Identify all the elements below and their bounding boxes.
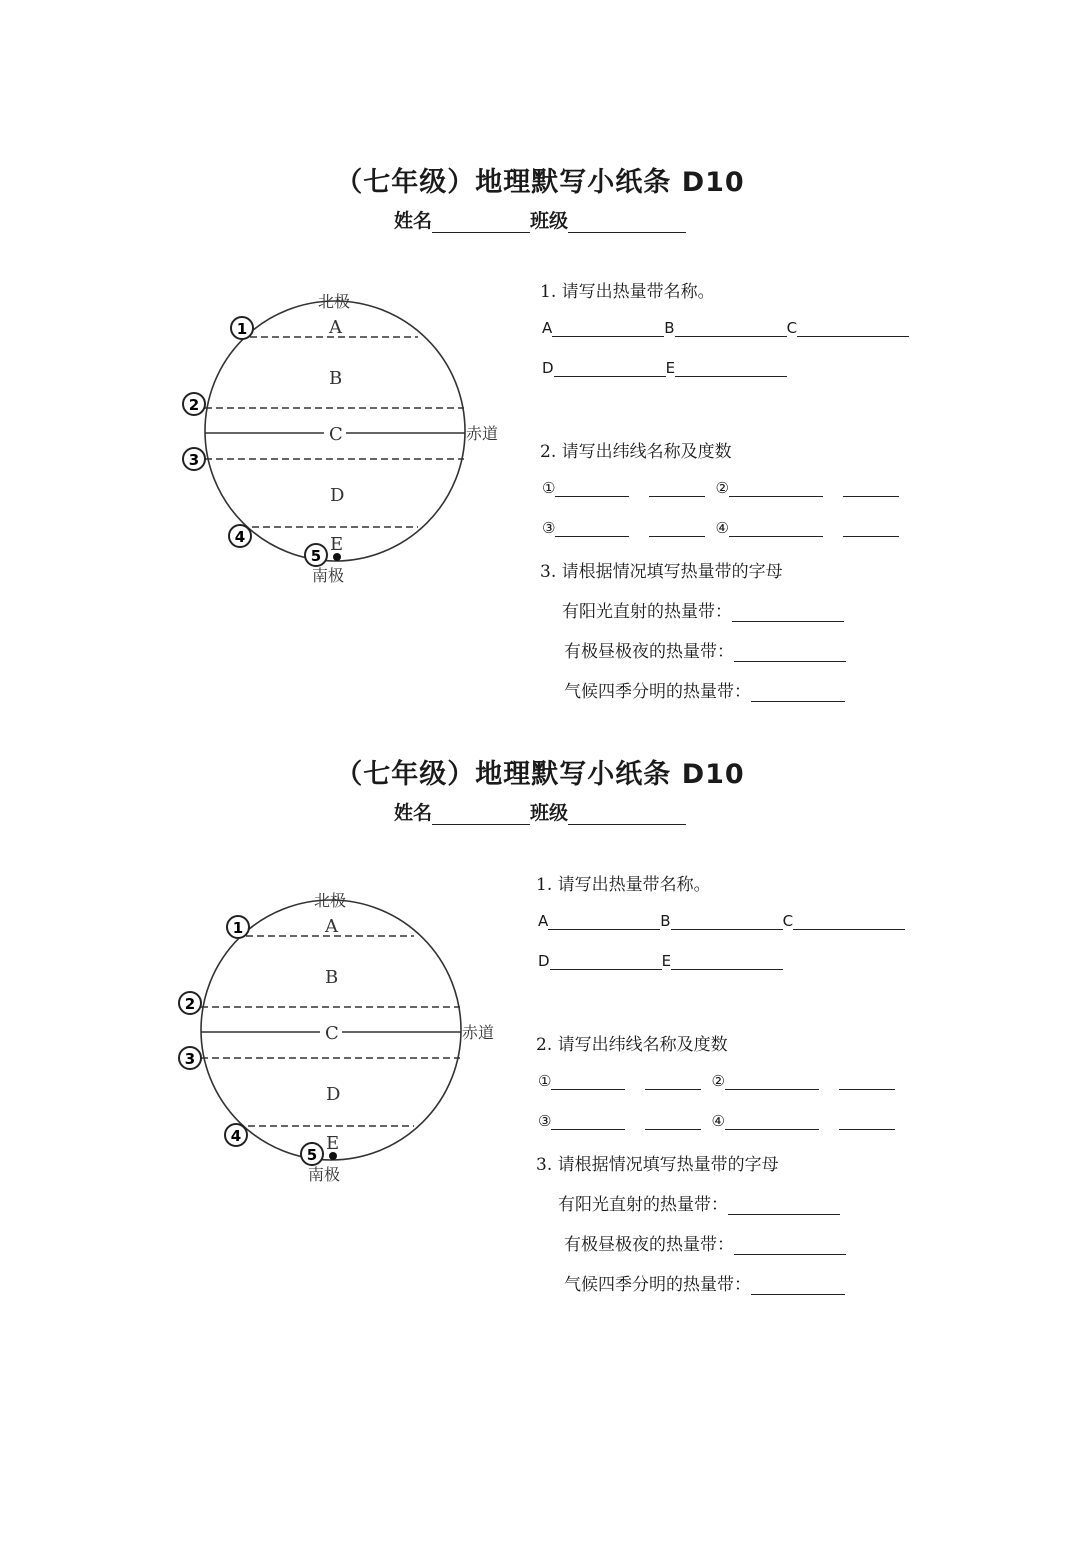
svg-text:5: 5 (310, 547, 322, 565)
heat-zone-diagram (168, 879, 518, 1189)
svg-text:2: 2 (188, 396, 200, 414)
q2-row-2 (538, 1112, 895, 1130)
q2-1-name-blank[interactable] (555, 480, 629, 497)
class-label: 班级 (530, 210, 569, 232)
heat-zone-diagram (172, 280, 522, 590)
svg-text:1: 1 (232, 919, 244, 937)
q2-marker-1: ① (538, 1072, 552, 1090)
marker-5 (305, 544, 327, 566)
zone-label-b: B (329, 368, 343, 389)
name-class-line (0, 798, 1080, 825)
q1-title: 1. 请写出热量带名称。 (536, 875, 711, 895)
q1-a-blank[interactable] (552, 320, 664, 337)
q3-item-2-blank[interactable] (734, 1238, 846, 1255)
marker-4 (225, 1124, 247, 1146)
zone-label-b: B (325, 967, 339, 988)
south-pole-label: 南极 (312, 566, 345, 585)
zone-label-d: D (330, 485, 345, 506)
zone-label-c: C (329, 424, 343, 445)
q2-marker-4: ④ (715, 519, 729, 537)
q2-4-degree-blank[interactable] (843, 520, 899, 537)
equator-label: 赤道 (466, 424, 499, 443)
q1-d-blank[interactable] (554, 360, 666, 377)
north-pole-label: 北极 (314, 891, 347, 910)
q1-c-blank[interactable] (797, 320, 909, 337)
zone-label-c: C (325, 1023, 339, 1044)
page-title: （七年级）地理默写小纸条 D10 (335, 167, 745, 198)
svg-text:4: 4 (230, 1127, 242, 1145)
q2-row-2 (542, 519, 899, 537)
quiz-slip-2 (0, 592, 1080, 1295)
marker-3 (179, 1047, 201, 1069)
marker-2 (179, 992, 201, 1014)
q3-item-2-label: 有极昼极夜的热量带： (564, 642, 734, 662)
q2-marker-4: ④ (711, 1112, 725, 1130)
zone-label-e: E (326, 1133, 340, 1154)
q1-c-blank[interactable] (793, 913, 905, 930)
name-label: 姓名 (393, 210, 432, 232)
q3-item-3 (564, 1270, 845, 1295)
q1-a-label: A (542, 319, 553, 337)
q2-4-name-blank[interactable] (725, 1113, 819, 1130)
q1-e-blank[interactable] (675, 360, 787, 377)
q2-marker-2: ② (715, 479, 729, 497)
q2-marker-2: ② (711, 1072, 725, 1090)
q1-row-1 (538, 912, 905, 930)
north-pole-label: 北极 (318, 292, 351, 311)
q2-4-name-blank[interactable] (729, 520, 823, 537)
quiz-slip-1 (0, 0, 1080, 702)
svg-text:3: 3 (184, 1050, 196, 1068)
q2-1-degree-blank[interactable] (645, 1073, 701, 1090)
zone-label-a: A (325, 916, 338, 937)
equator-label: 赤道 (462, 1023, 495, 1042)
class-blank[interactable] (568, 804, 686, 825)
q1-c-label: C (782, 912, 794, 930)
q2-2-degree-blank[interactable] (839, 1073, 895, 1090)
q3-item-2 (564, 1230, 846, 1255)
svg-text:3: 3 (188, 451, 200, 469)
q1-e-label: E (665, 359, 676, 377)
q3-title: 3. 请根据情况填写热量带的字母 (536, 1155, 779, 1175)
marker-1 (231, 317, 253, 339)
q3-title: 3. 请根据情况填写热量带的字母 (540, 562, 783, 582)
q2-1-degree-blank[interactable] (649, 480, 705, 497)
marker-1 (227, 916, 249, 938)
q1-a-label: A (538, 912, 549, 930)
q2-2-degree-blank[interactable] (843, 480, 899, 497)
name-class-line (0, 206, 1080, 233)
q1-row-1 (542, 319, 909, 337)
q3-item-3-label: 气候四季分明的热量带： (564, 1275, 751, 1295)
svg-text:1: 1 (236, 320, 248, 338)
marker-4 (229, 525, 251, 547)
q1-e-label: E (661, 952, 672, 970)
q3-item-3-blank[interactable] (751, 1278, 845, 1295)
q2-1-name-blank[interactable] (551, 1073, 625, 1090)
name-label: 姓名 (393, 802, 432, 824)
zone-label-d: D (326, 1084, 341, 1105)
q1-row-2 (538, 952, 783, 970)
q3-item-1 (558, 1190, 840, 1215)
svg-text:4: 4 (234, 528, 246, 546)
name-blank[interactable] (432, 804, 530, 825)
q2-row-1 (538, 1072, 895, 1090)
q2-title: 2. 请写出纬线名称及度数 (536, 1035, 728, 1055)
q1-b-label: B (660, 912, 671, 930)
q2-4-degree-blank[interactable] (839, 1113, 895, 1130)
q3-item-1-blank[interactable] (728, 1198, 840, 1215)
q1-d-label: D (538, 952, 550, 970)
class-label: 班级 (530, 802, 569, 824)
q2-marker-3: ③ (542, 519, 556, 537)
marker-3 (183, 448, 205, 470)
q2-2-name-blank[interactable] (729, 480, 823, 497)
q2-marker-1: ① (542, 479, 556, 497)
q3-item-1-label: 有阳光直射的热量带： (562, 602, 732, 622)
q2-3-degree-blank[interactable] (649, 520, 705, 537)
q3-item-2-label: 有极昼极夜的热量带： (564, 1235, 734, 1255)
q2-3-name-blank[interactable] (555, 520, 629, 537)
q1-row-2 (542, 359, 787, 377)
q1-b-blank[interactable] (675, 320, 787, 337)
q1-b-label: B (664, 319, 675, 337)
q1-d-label: D (542, 359, 554, 377)
q3-item-3-label: 气候四季分明的热量带： (564, 682, 751, 702)
svg-text:5: 5 (306, 1146, 318, 1164)
marker-5 (301, 1143, 323, 1165)
q1-c-label: C (786, 319, 798, 337)
q2-3-degree-blank[interactable] (645, 1113, 701, 1130)
marker-2 (183, 393, 205, 415)
earth-globe-figure (168, 879, 518, 1189)
q2-3-name-blank[interactable] (551, 1113, 625, 1130)
q1-b-blank[interactable] (671, 913, 783, 930)
class-blank[interactable] (568, 212, 686, 233)
zone-label-e: E (330, 534, 344, 555)
q2-marker-3: ③ (538, 1112, 552, 1130)
q3-item-1-label: 有阳光直射的热量带： (558, 1195, 728, 1215)
q2-2-name-blank[interactable] (725, 1073, 819, 1090)
svg-text:2: 2 (184, 995, 196, 1013)
q1-e-blank[interactable] (671, 953, 783, 970)
q2-row-1 (542, 479, 899, 497)
q2-title: 2. 请写出纬线名称及度数 (540, 442, 732, 462)
q1-title: 1. 请写出热量带名称。 (540, 282, 715, 302)
earth-globe-figure (172, 280, 522, 590)
south-pole-label: 南极 (308, 1165, 341, 1184)
name-blank[interactable] (432, 212, 530, 233)
q1-d-blank[interactable] (550, 953, 662, 970)
q1-a-blank[interactable] (548, 913, 660, 930)
page-title: （七年级）地理默写小纸条 D10 (335, 759, 745, 790)
zone-label-a: A (329, 317, 342, 338)
